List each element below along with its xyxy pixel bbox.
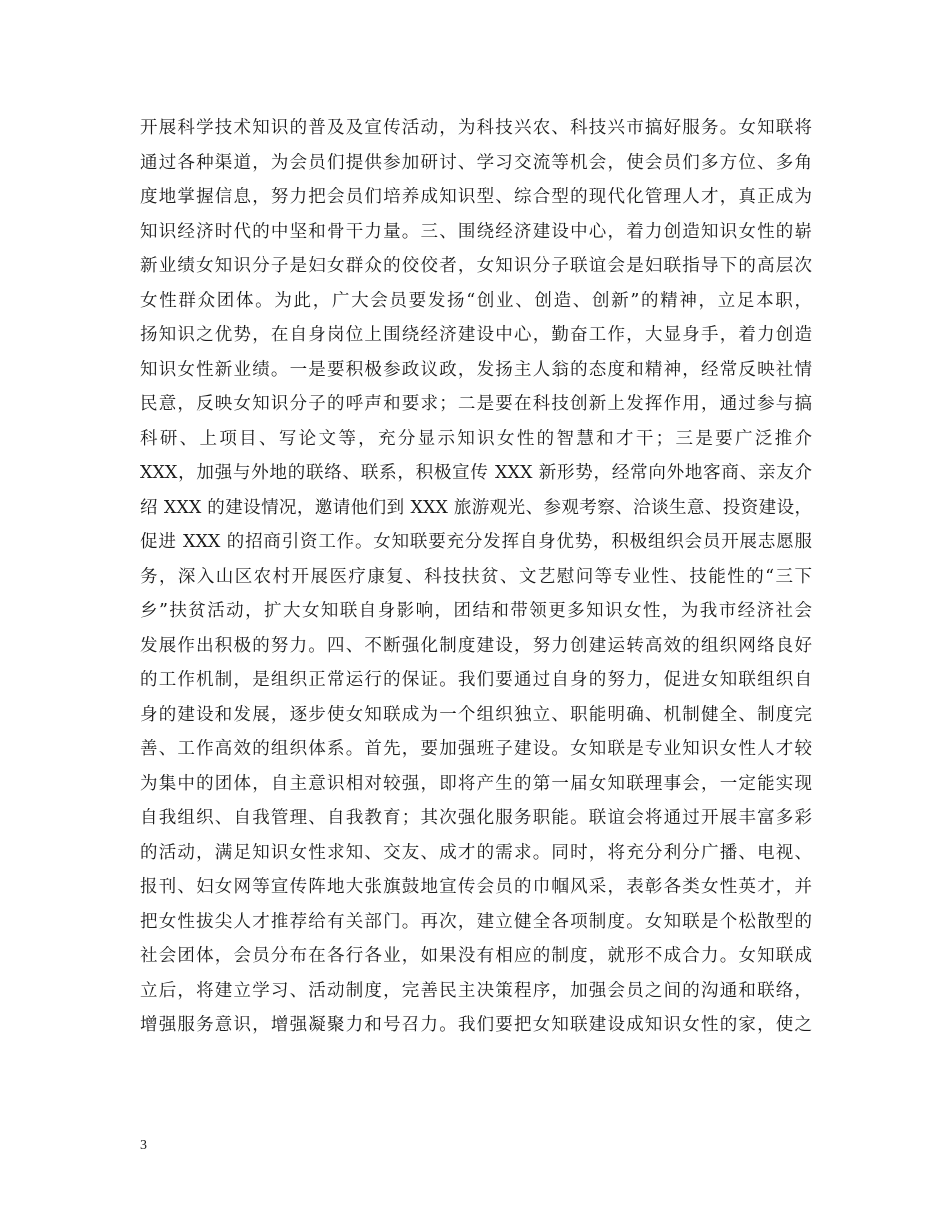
text-line: 民意，反映女知识分子的呼声和要求；二是要在科技创新上发挥作用，通过参与搞 [140, 394, 812, 414]
text-line: 善、工作高效的组织体系。首先，要加强班子建设。女知联是专业知识女性人才较 [140, 739, 812, 759]
text-line: 促进 XXX 的招商引资工作。女知联要充分发挥自身优势，积极组织会员开展志愿服 [140, 532, 812, 552]
text-line: 的工作机制，是组织正常运行的保证。我们要通过自身的努力，促进女知联组织自 [140, 670, 812, 690]
body-text [140, 111, 812, 1043]
text-line: 绍 XXX 的建设情况，邀请他们到 XXX 旅游观光、参观考察、洽谈生意、投资建设， [140, 497, 812, 518]
text-line: 知识女性新业绩。一是要积极参政议政，发扬主人翁的态度和精神，经常反映社情 [140, 359, 812, 380]
text-line: 度地掌握信息，努力把会员们培养成知识型、综合型的现代化管理人才，真正成为 [140, 187, 812, 207]
text-line: 新业绩女知识分子是妇女群众的佼佼者，女知识分子联谊会是妇联指导下的高层次 [140, 256, 812, 276]
text-line: 扬知识之优势，在自身岗位上围绕经济建设中心，勤奋工作，大显身手，着力创造 [140, 325, 812, 345]
text-line: 发展作出积极的努力。四、不断强化制度建设，努力创建运转高效的组织网络良好 [140, 635, 812, 656]
text-line: 女性群众团体。为此，广大会员要发扬“创业、创造、创新”的精神，立足本职， [140, 290, 812, 311]
text-line: 立后，将建立学习、活动制度，完善民主决策程序，加强会员之间的沟通和联络， [140, 980, 812, 1001]
text-line: 社会团体，会员分布在各行各业，如果没有相应的制度，就形不成合力。女知联成 [140, 946, 812, 966]
text-line: 开展科学技术知识的普及及宣传活动，为科技兴农、科技兴市搞好服务。女知联将 [140, 118, 812, 138]
text-line: 知识经济时代的中坚和骨干力量。三、围绕经济建设中心，着力创造知识女性的崭 [140, 221, 812, 242]
text-line: 的活动，满足知识女性求知、交友、成才的需求。同时，将充分利分广播、电视、 [140, 842, 812, 863]
text-line: 把女性拔尖人才推荐给有关部门。再次，建立健全各项制度。女知联是个松散型的 [140, 911, 812, 932]
text-line: XXX，加强与外地的联络、联系，积极宣传 XXX 新形势，经常向外地客商、亲友介 [140, 463, 812, 483]
text-line: 增强服务意识，增强凝聚力和号召力。我们要把女知联建设成知识女性的家，使之 [140, 1015, 812, 1035]
text-line: 乡”扶贫活动，扩大女知联自身影响，团结和带领更多知识女性，为我市经济社会 [140, 601, 812, 621]
text-line: 报刊、妇女网等宣传阵地大张旗鼓地宣传会员的巾帼风采，表彰各类女性英才，并 [140, 877, 812, 897]
text-line: 务，深入山区农村开展医疗康复、科技扶贫、文艺慰问等专业性、技能性的“三下 [140, 566, 812, 587]
text-line: 通过各种渠道，为会员们提供参加研讨、学习交流等机会，使会员们多方位、多角 [140, 152, 812, 173]
text-line: 科研、上项目、写论文等，充分显示知识女性的智慧和才干；三是要广泛推介 [140, 428, 812, 449]
text-line: 身的建设和发展，逐步使女知联成为一个组织独立、职能明确、机制健全、制度完 [140, 704, 812, 725]
page-number: 3 [140, 1138, 147, 1153]
text-line: 自我组织、自我管理、自我教育；其次强化服务职能。联谊会将通过开展丰富多彩 [140, 808, 812, 828]
text-line: 为集中的团体，自主意识相对较强，即将产生的第一届女知联理事会，一定能实现 [140, 773, 812, 794]
